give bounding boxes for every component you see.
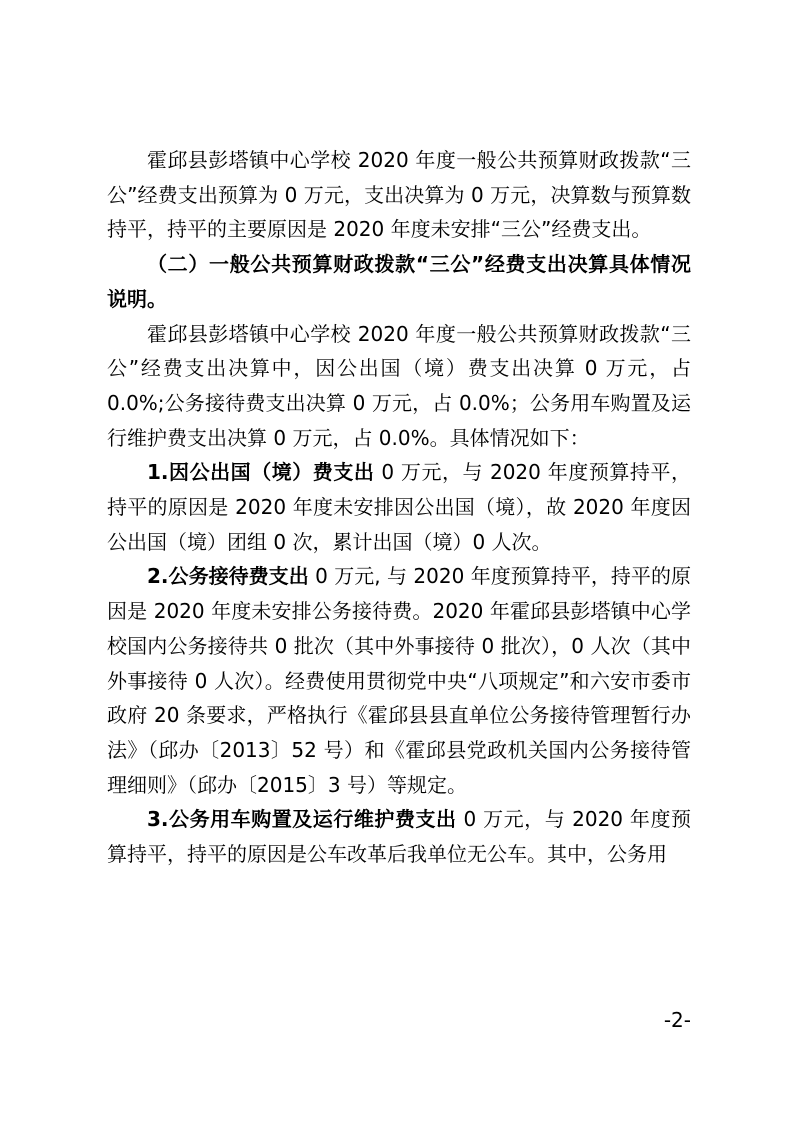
paragraph-text: 霍邱县彭塔镇中心学校 2020 年度一般公共预算财政拨款“三公”经费支出决算中，因公出国（境）费支出决算 0 万元，占 0.0%;公务接待费支出决算 0 万元，占 0.0%；公务用车购置及运行维护费支出决算 0 万元，占 0.0%。具体情况如下： (107, 321, 691, 450)
paragraph-text: 0 万元，与 2020 年度预算持平，持平的原因是 2020 年度未安排因公出国（境），故 2020 年度因公出国（境）团组 0 次，累计出国（境）0 人次。 (107, 460, 691, 554)
paragraph-sangong-overview (107, 143, 691, 247)
item-lead-reception: 2.公务接待费支出 (147, 564, 309, 589)
paragraph-text: 0 万元, 与 2020 年度预算持平，持平的原因是 2020 年度未安排公务接待费。2020 年霍邱县彭塔镇中心学校国内公务接待共 0 批次（其中外事接待 0 批次），0 人次（其中外事接待 0 人次）。经费使用贯彻党中央“八项规定”和六安市委市政府 20 条要求，严格执行《霍邱县县直单位公务接待管理暂行办法》（邱办〔2013〕52 号）和《霍邱县党政机关国内公务接待管理细则》（邱办〔2015〕3 号）等规定。 (107, 564, 691, 797)
document-body (107, 143, 691, 872)
paragraph-overseas-expense (107, 455, 691, 559)
item-lead-vehicle: 3.公务用车购置及运行维护费支出 (147, 807, 457, 832)
paragraph-sangong-detail (107, 317, 691, 456)
paragraph-reception-expense (107, 559, 691, 802)
paragraph-text: 0 万元，与 2020 年度预算持平，持平的原因是公车改革后我单位无公车。其中，公务用 (107, 807, 691, 867)
paragraph-text: 霍邱县彭塔镇中心学校 2020 年度一般公共预算财政拨款“三公”经费支出预算为 0 万元，支出决算为 0 万元，决算数与预算数持平，持平的主要原因是 2020 年度未安排“三公”经费支出。 (107, 148, 691, 242)
page-number: -2- (663, 1008, 691, 1032)
paragraph-vehicle-expense (107, 802, 691, 871)
section-heading-text: （二）一般公共预算财政拨款“三公”经费支出决算具体情况说明。 (107, 252, 691, 311)
section-heading (107, 247, 691, 316)
item-lead-overseas: 1.因公出国（境）费支出 (147, 460, 375, 485)
